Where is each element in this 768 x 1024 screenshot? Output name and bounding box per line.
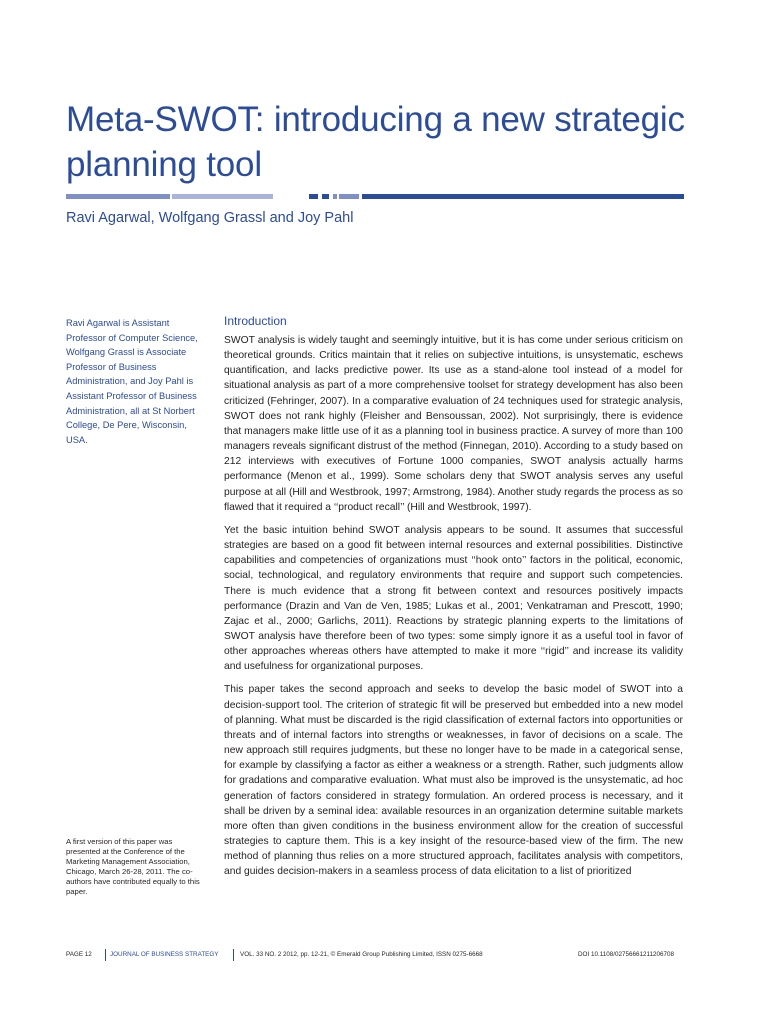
author-bio: Ravi Agarwal is Assistant Professor of Computer Science, Wolfgang Grassl is Associate Professor of Business Administration, and Joy Pahl is Assistant Professor of Business Administration, all at St Norbert College, De Pere, Wisconsin, USA. [66, 318, 198, 445]
page-number: PAGE 12 [66, 951, 92, 958]
body-paragraph: This paper takes the second approach and seeks to develop the basic model of SWOT into a decision-support tool. The criterion of strategic fit will be preserved but embedded into a new model of planning. What must be discarded is the rigid classification of external factors into opportunities or threats and of internal factors into strengths or weaknesses, in favor of decisions on a scale. The new approach still requires judgments, but these no longer have to be made in a categorical sense, for example by classifying a factor as either a weakness or a strength. Rather, such judgments allow for gradations and comparative evaluation. What must also be improved is the unsystematic, ad hoc generation of factors considered in strategy formulation. An ordered process is necessary, and it shall be driven by a seminal idea: available resources in an organization determine suitable markets more often than given conditions in the business environment allow for the creation of successful strategies to capture them. This is a key insight of the resource-based view of the firm. The new method of planning thus relies on a more structured approach, facilitates analysis with competitors, and guides decision-makers in a seamless process of data elicitation to a list of prioritized [224, 684, 683, 878]
article-body [224, 333, 683, 887]
doi: DOI 10.1108/02756661211206708 [578, 951, 675, 958]
footer-separator [105, 949, 106, 961]
body-paragraph: SWOT analysis is widely taught and seemingly intuitive, but it is has come under serious criticism on theoretical grounds. Critics maintain that it relies on subjective intuitions, is unsystematic, eschews quantification, and lacks predictive power. Its use as a stand-alone tool instead of a model for situational analysis as part of a more comprehensive toolset for strategy development has also been criticized (Fehringer, 2007). In a comparative evaluation of 24 techniques used for strategic analysis, SWOT does not rank highly (Fleisher and Bensoussan, 2002). Not surprisingly, there is evidence that managers make little use of it as a planning tool in business practice. A survey of more than 100 managers reveals significant distrust of the method (Finnegan, 2010). According to a study based on 212 interviews with executives of Fortune 1000 companies, SWOT analysis actually harms performance (Menon et al., 1999). Some scholars deny that SWOT analysis serves any useful purpose at all (Hill and Westbrook, 1997; Armstrong, 1984). Another study regards the process as so flawed that it required a ‘‘product recall’’ (Hill and Westbrook, 1997). [224, 335, 683, 513]
footnote-sidebar: A first version of this paper was presented at the Conference of the Marketing Management Association, Chicago, March 26-28, 2011. The co-authors have contributed equally to this paper. [66, 837, 200, 896]
section-heading: Introduction [224, 314, 287, 328]
article-authors: Ravi Agarwal, Wolfgang Grassl and Joy Pahl [66, 210, 354, 226]
journal-name: JOURNAL OF BUSINESS STRATEGY [110, 951, 219, 958]
citation-info: VOL. 33 NO. 2 2012, pp. 12-21, © Emerald Group Publishing Limited, ISSN 0275-6668 [240, 951, 483, 958]
body-paragraph: Yet the basic intuition behind SWOT analysis appears to be sound. It assumes that successful strategies are based on a good fit between internal resources and external possibilities. Distinctive capabilities and competencies of organizations must ‘‘hook onto’’ factors in the political, economic, social, technological, and regulatory environments that require and support such competencies. There is much evidence that a strong fit between context and resources positively impacts performance (Drazin and Van de Ven, 1985; Lukas et al., 2001; Venkatraman and Prescott, 1990; Zajac et al., 2000; Garlichs, 2011). Reactions by strategic planning experts to the limitations of SWOT analysis have therefore been of two types: some simply ignore it as a useful tool in favor of other approaches whereas others have attempted to make it more ‘‘rigid’’ and increase its validity and usefulness for organizational purposes. [224, 524, 683, 673]
footer-separator [233, 949, 234, 961]
page-footer [0, 951, 768, 965]
article-title: Meta-SWOT: introducing a new strategic planning tool [66, 100, 685, 184]
